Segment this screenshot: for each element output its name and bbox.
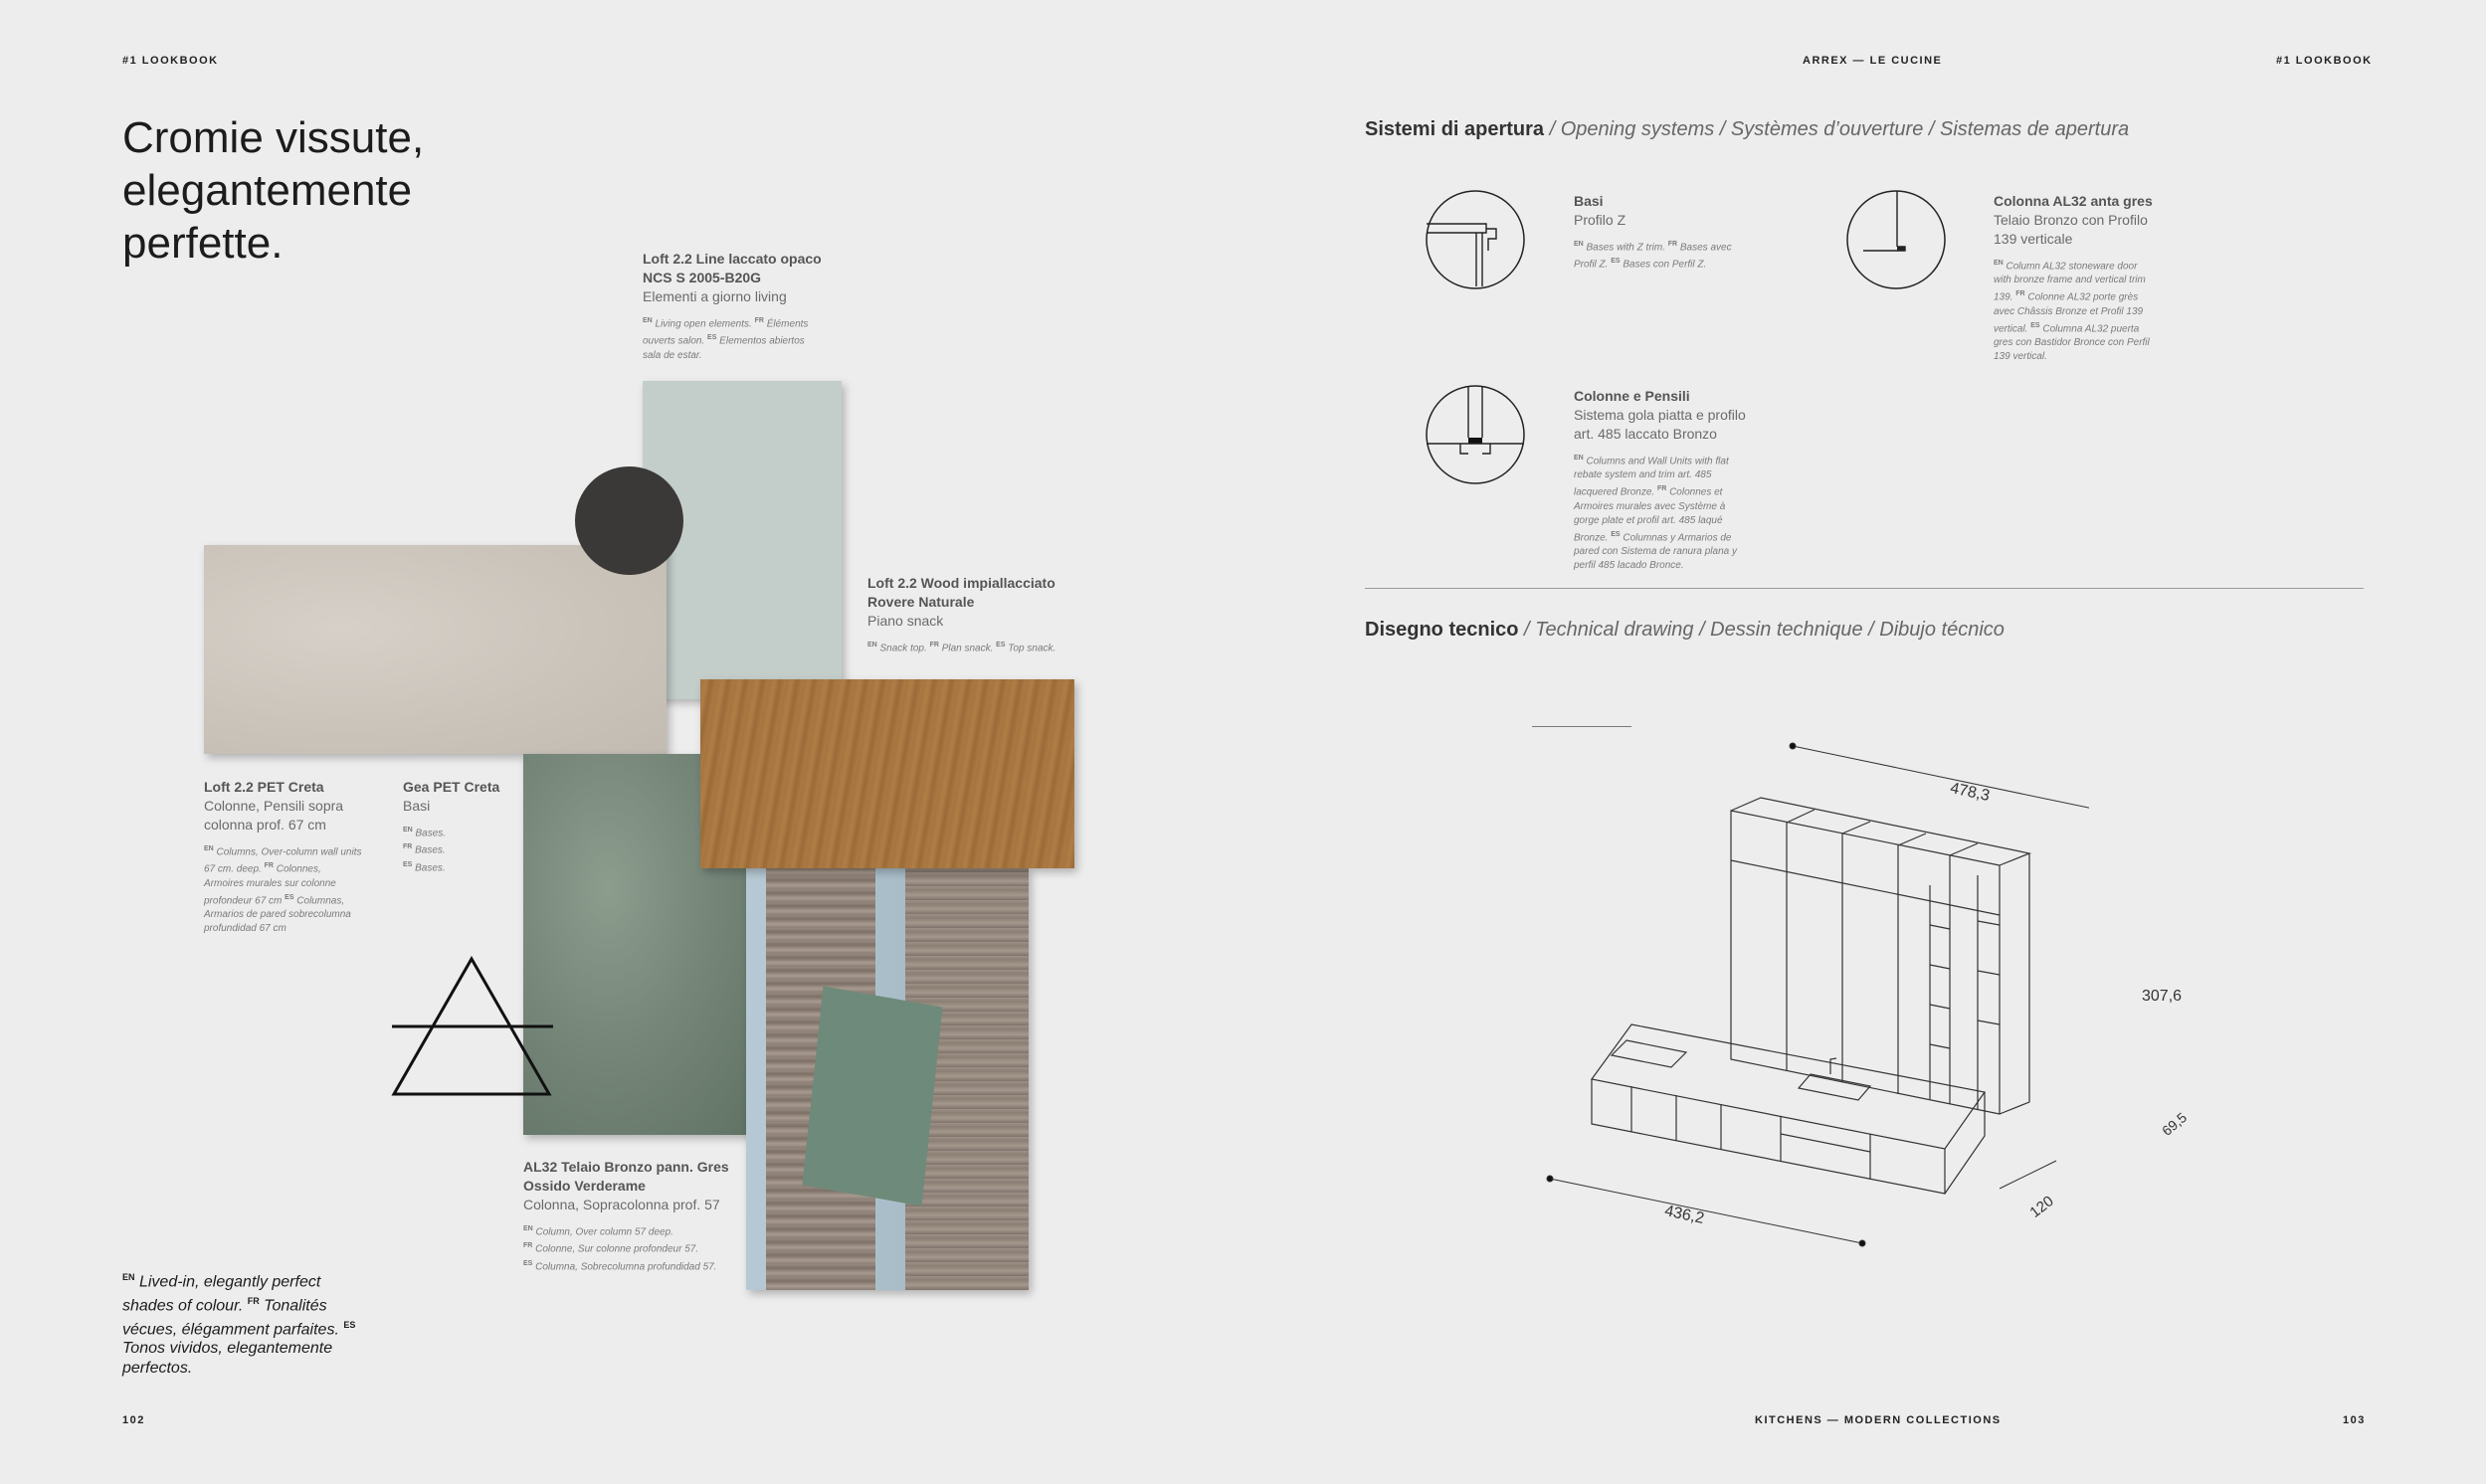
- caption-al32-name1: AL32 Telaio Bronzo pann. Gres: [523, 1159, 729, 1175]
- caption-al32: [523, 1158, 752, 1274]
- dim-depth-small: 69,5: [2159, 1109, 2191, 1139]
- caption-al32-desc: Colonna, Sopracolonna prof. 57: [523, 1197, 720, 1212]
- system-colonna: [1994, 192, 2212, 364]
- footer-collection: KITCHENS — MODERN COLLECTIONS: [1755, 1414, 2002, 1426]
- caption-loft-line-name1: Loft 2.2 Line laccato opaco: [643, 251, 822, 267]
- swatch-loft-wood-oak: [700, 679, 1074, 868]
- caption-gea-name: Gea PET Creta: [403, 779, 500, 795]
- caption-loft-wood-notes: $^{EN}$ Snack top. $^{FR}$ Plan snack. $^{ES}$ Top snack.: [867, 642, 1056, 654]
- system-colonne-pensili-desc1: Sistema gola piatta e profilo: [1574, 407, 1746, 423]
- caption-pet-creta-name: Loft 2.2 PET Creta: [204, 779, 324, 795]
- system-colonna-notes: $^{EN}$ Column AL32 stoneware door with bronze frame and vertical trim 139. $^{FR}$ Colonne AL32 porte grès avec Châssis Bronze et Profil 139 vertical. $^{ES}$ Columna AL32 puerta gres con Bastidor Bronce con Perfil 139 vertical.: [1994, 260, 2150, 362]
- system-colonna-desc2: 139 verticale: [1994, 231, 2073, 247]
- caption-gea: [403, 778, 512, 875]
- dim-width-top: 478,3: [1948, 780, 1992, 805]
- caption-loft-line: [643, 250, 861, 363]
- page-number-right: 103: [2343, 1414, 2366, 1426]
- system-colonne-pensili-desc2: art. 485 laccato Bronzo: [1574, 426, 1717, 442]
- photo-green-tile: [802, 986, 942, 1206]
- header-lookbook-left: #1 LOOKBOOK: [122, 55, 219, 67]
- system-colonne-pensili: [1574, 387, 1773, 573]
- dim-width-bottom: 436,2: [1662, 1203, 1706, 1227]
- header-lookbook-right: #1 LOOKBOOK: [2276, 55, 2373, 67]
- title-line-3: perfette.: [122, 219, 284, 268]
- dim-line-top: [1793, 746, 2089, 819]
- section-divider: [1365, 588, 2364, 589]
- caption-pet-creta-notes: $^{EN}$ Columns, Over-column wall units 67 cm. deep. $^{FR}$ Colonnes, Armoires murales sur colonne profondeur 67 cm $^{ES}$ Columnas, Armarios de pared sobrecolumna profundidad 67 cm: [204, 845, 362, 934]
- system-basi-name: Basi: [1574, 193, 1604, 209]
- photo-tree-bark: [746, 867, 1029, 1290]
- caption-pet-creta-desc2: colonna prof. 67 cm: [204, 817, 326, 833]
- caption-loft-line-name2: NCS S 2005-B20G: [643, 270, 762, 285]
- caption-gea-desc: Basi: [403, 798, 431, 814]
- technical-drawing-title: Disegno tecnico / Technical drawing / Dessin technique / Dibujo técnico: [1365, 619, 2005, 641]
- caption-gea-notes: $^{EN}$ Bases. $^{FR}$ Bases. $^{ES}$ Bases.: [403, 827, 447, 873]
- earth-triangle-icon: [388, 955, 557, 1098]
- page-number-left: 102: [122, 1414, 145, 1426]
- page-title: [122, 111, 424, 270]
- system-colonna-name: Colonna AL32 anta gres: [1994, 193, 2153, 209]
- opening-systems-title: Sistemi di apertura / Opening systems / Systèmes d’ouverture / Sistemas de apertura: [1365, 118, 2130, 140]
- caption-pet-creta-desc1: Colonne, Pensili sopra: [204, 798, 344, 814]
- caption-pet-creta: [204, 778, 373, 936]
- technical-drawing-kitchen: [1532, 726, 2089, 1263]
- profile-139-icon: [1845, 189, 1947, 290]
- swatch-pet-creta: [204, 545, 667, 754]
- system-colonna-desc1: Telaio Bronzo con Profilo: [1994, 212, 2148, 228]
- system-basi-notes: $^{EN}$ Bases with Z trim. $^{FR}$ Bases avec Profil Z. $^{ES}$ Bases con Perfil Z.: [1574, 241, 1732, 271]
- caption-loft-wood-name2: Rovere Naturale: [867, 594, 975, 610]
- caption-al32-name2: Ossido Verderame: [523, 1178, 646, 1194]
- caption-loft-line-desc: Elementi a giorno living: [643, 288, 787, 304]
- caption-loft-line-notes: $^{EN}$ Living open elements. $^{FR}$ Éléments ouverts salon. $^{ES}$ Elementos abiertos sala de estar.: [643, 317, 809, 361]
- profile-z-icon: [1425, 189, 1526, 290]
- caption-loft-wood: [867, 574, 1096, 655]
- dim-line-bottom: [1550, 1179, 1862, 1243]
- flat-rebate-icon: [1425, 384, 1526, 485]
- title-line-1: Cromie vissute,: [122, 113, 425, 162]
- caption-al32-notes: $^{EN}$ Column, Over column 57 deep. $^{FR}$ Colonne, Sur colonne profondeur 57. $^{ES}$ Columna, Sobrecolumna profundidad 57.: [523, 1225, 717, 1272]
- title-line-2: elegantemente: [122, 166, 413, 215]
- header-brand: ARREX — LE CUCINE: [1803, 55, 1943, 67]
- dim-depth-bottom: 120: [2026, 1193, 2057, 1221]
- system-basi-desc: Profilo Z: [1574, 212, 1626, 228]
- footer-tagline: $^{EN}$ Lived-in, elegantly perfect shades of colour. $^{FR}$ Tonalités vécues, élégamment parfaites. $^{ES}$ Tonos vividos, elegantemente perfectos.: [122, 1272, 356, 1377]
- system-colonne-pensili-notes: $^{EN}$ Columns and Wall Units with flat rebate system and trim art. 485 lacquered Bronze. $^{FR}$ Colonnes et Armoires murales avec Système à gorge plate et profil art. 485 laqué Bronze. $^{ES}$ Columnas y Armarios de pared con Sistema de ranura plana y perfil 485 lacado Bronce.: [1574, 455, 1737, 571]
- system-colonne-pensili-name: Colonne e Pensili: [1574, 388, 1690, 404]
- dim-height: 307,6: [2142, 988, 2183, 1005]
- caption-loft-wood-desc: Piano snack: [867, 613, 944, 629]
- caption-loft-wood-name1: Loft 2.2 Wood impiallacciato: [867, 575, 1055, 591]
- system-basi: [1574, 192, 1773, 273]
- swatch-bronze-circle: [575, 466, 683, 575]
